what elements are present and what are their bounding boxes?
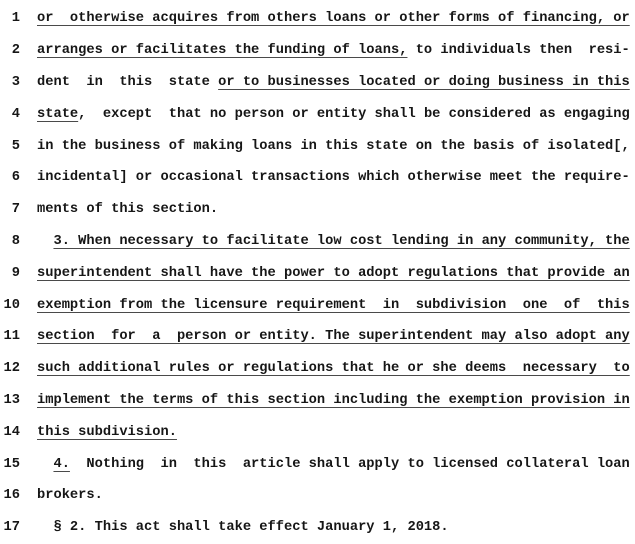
underlined-text-segment: 4.: [53, 456, 70, 472]
underlined-text-segment: exemption from the licensure requirement in subdivision one of this: [37, 297, 630, 313]
underlined-text-segment: arranges or facilitates the funding of loans,: [37, 43, 408, 59]
line-number: 12: [3, 361, 20, 377]
line-text: [37, 425, 177, 440]
document-line: [0, 385, 635, 417]
document-line: [0, 35, 635, 67]
line-number: 9: [11, 265, 20, 281]
line-number: 8: [11, 233, 20, 249]
document-line: [0, 226, 635, 258]
text-segment: dent in this state: [37, 74, 219, 90]
document-line: [0, 289, 635, 321]
text-segment: [37, 234, 53, 249]
line-text: [37, 488, 103, 503]
line-text: [37, 75, 630, 90]
line-number: 3: [11, 74, 20, 90]
text-segment: incidental] or occasional transactions which otherwise meet the require-: [37, 170, 630, 186]
line-number: 10: [3, 297, 20, 313]
line-text: [37, 393, 630, 408]
line-text: [37, 361, 630, 376]
line-text: [37, 11, 630, 26]
document-line: [0, 98, 635, 130]
document-line: [0, 194, 635, 226]
underlined-text-segment: state: [37, 106, 79, 122]
line-text: [37, 457, 630, 472]
document-line: [0, 353, 635, 385]
line-number: 11: [3, 329, 20, 345]
underlined-text-segment: implement the terms of this section including the exemption provision in: [37, 392, 630, 408]
document-line: [0, 67, 635, 99]
line-text: [37, 520, 449, 535]
text-segment: brokers.: [37, 488, 103, 504]
line-text: [37, 170, 630, 185]
line-number: 17: [3, 520, 20, 536]
line-number: 13: [3, 392, 20, 408]
text-segment: to individuals then resi-: [407, 43, 630, 59]
document-line: [0, 480, 635, 512]
document-line: [0, 162, 635, 194]
underlined-text-segment: 3. When necessary to facilitate low cost lending in any community, the: [53, 233, 630, 249]
text-segment: [37, 457, 53, 472]
document-line: [0, 512, 635, 544]
bill-text-block: [0, 3, 635, 544]
underlined-text-segment: or otherwise acquires from others loans or other forms of financing, or: [37, 11, 630, 27]
document-line: [0, 257, 635, 289]
document-line: [0, 448, 635, 480]
line-text: [37, 139, 630, 154]
line-text: [37, 329, 630, 344]
line-number: 6: [11, 170, 20, 186]
text-segment: , except that no person or entity shall be considered as engaging: [78, 106, 630, 122]
line-number: 14: [3, 424, 20, 440]
underlined-text-segment: or to businesses located or doing business in this: [218, 74, 630, 90]
text-segment: § 2. This act shall take effect January 1, 2018.: [37, 520, 449, 536]
line-number: 4: [11, 106, 20, 122]
line-text: [37, 43, 630, 58]
line-number: 16: [3, 488, 20, 504]
underlined-text-segment: this subdivision.: [37, 424, 177, 440]
text-segment: in the business of making loans in this state on the basis of isolated[,: [37, 138, 630, 154]
line-number: 15: [3, 456, 20, 472]
text-segment: ments of this section.: [37, 202, 219, 218]
line-text: [37, 234, 630, 249]
document-line: [0, 416, 635, 448]
line-number: 1: [11, 11, 20, 27]
document-line: [0, 321, 635, 353]
text-segment: Nothing in this article shall apply to licensed collateral loan: [69, 456, 630, 472]
line-text: [37, 107, 630, 122]
underlined-text-segment: section for a person or entity. The superintendent may also adopt any: [37, 329, 630, 345]
line-number: 2: [11, 43, 20, 59]
line-text: [37, 298, 630, 313]
line-text: [37, 202, 218, 217]
line-number: 7: [11, 202, 20, 218]
line-text: [37, 266, 630, 281]
document-line: [0, 130, 635, 162]
underlined-text-segment: superintendent shall have the power to adopt regulations that provide an: [37, 265, 630, 281]
line-number: 5: [11, 138, 20, 154]
document-line: [0, 3, 635, 35]
underlined-text-segment: such additional rules or regulations that he or she deems necessary to: [37, 361, 630, 377]
